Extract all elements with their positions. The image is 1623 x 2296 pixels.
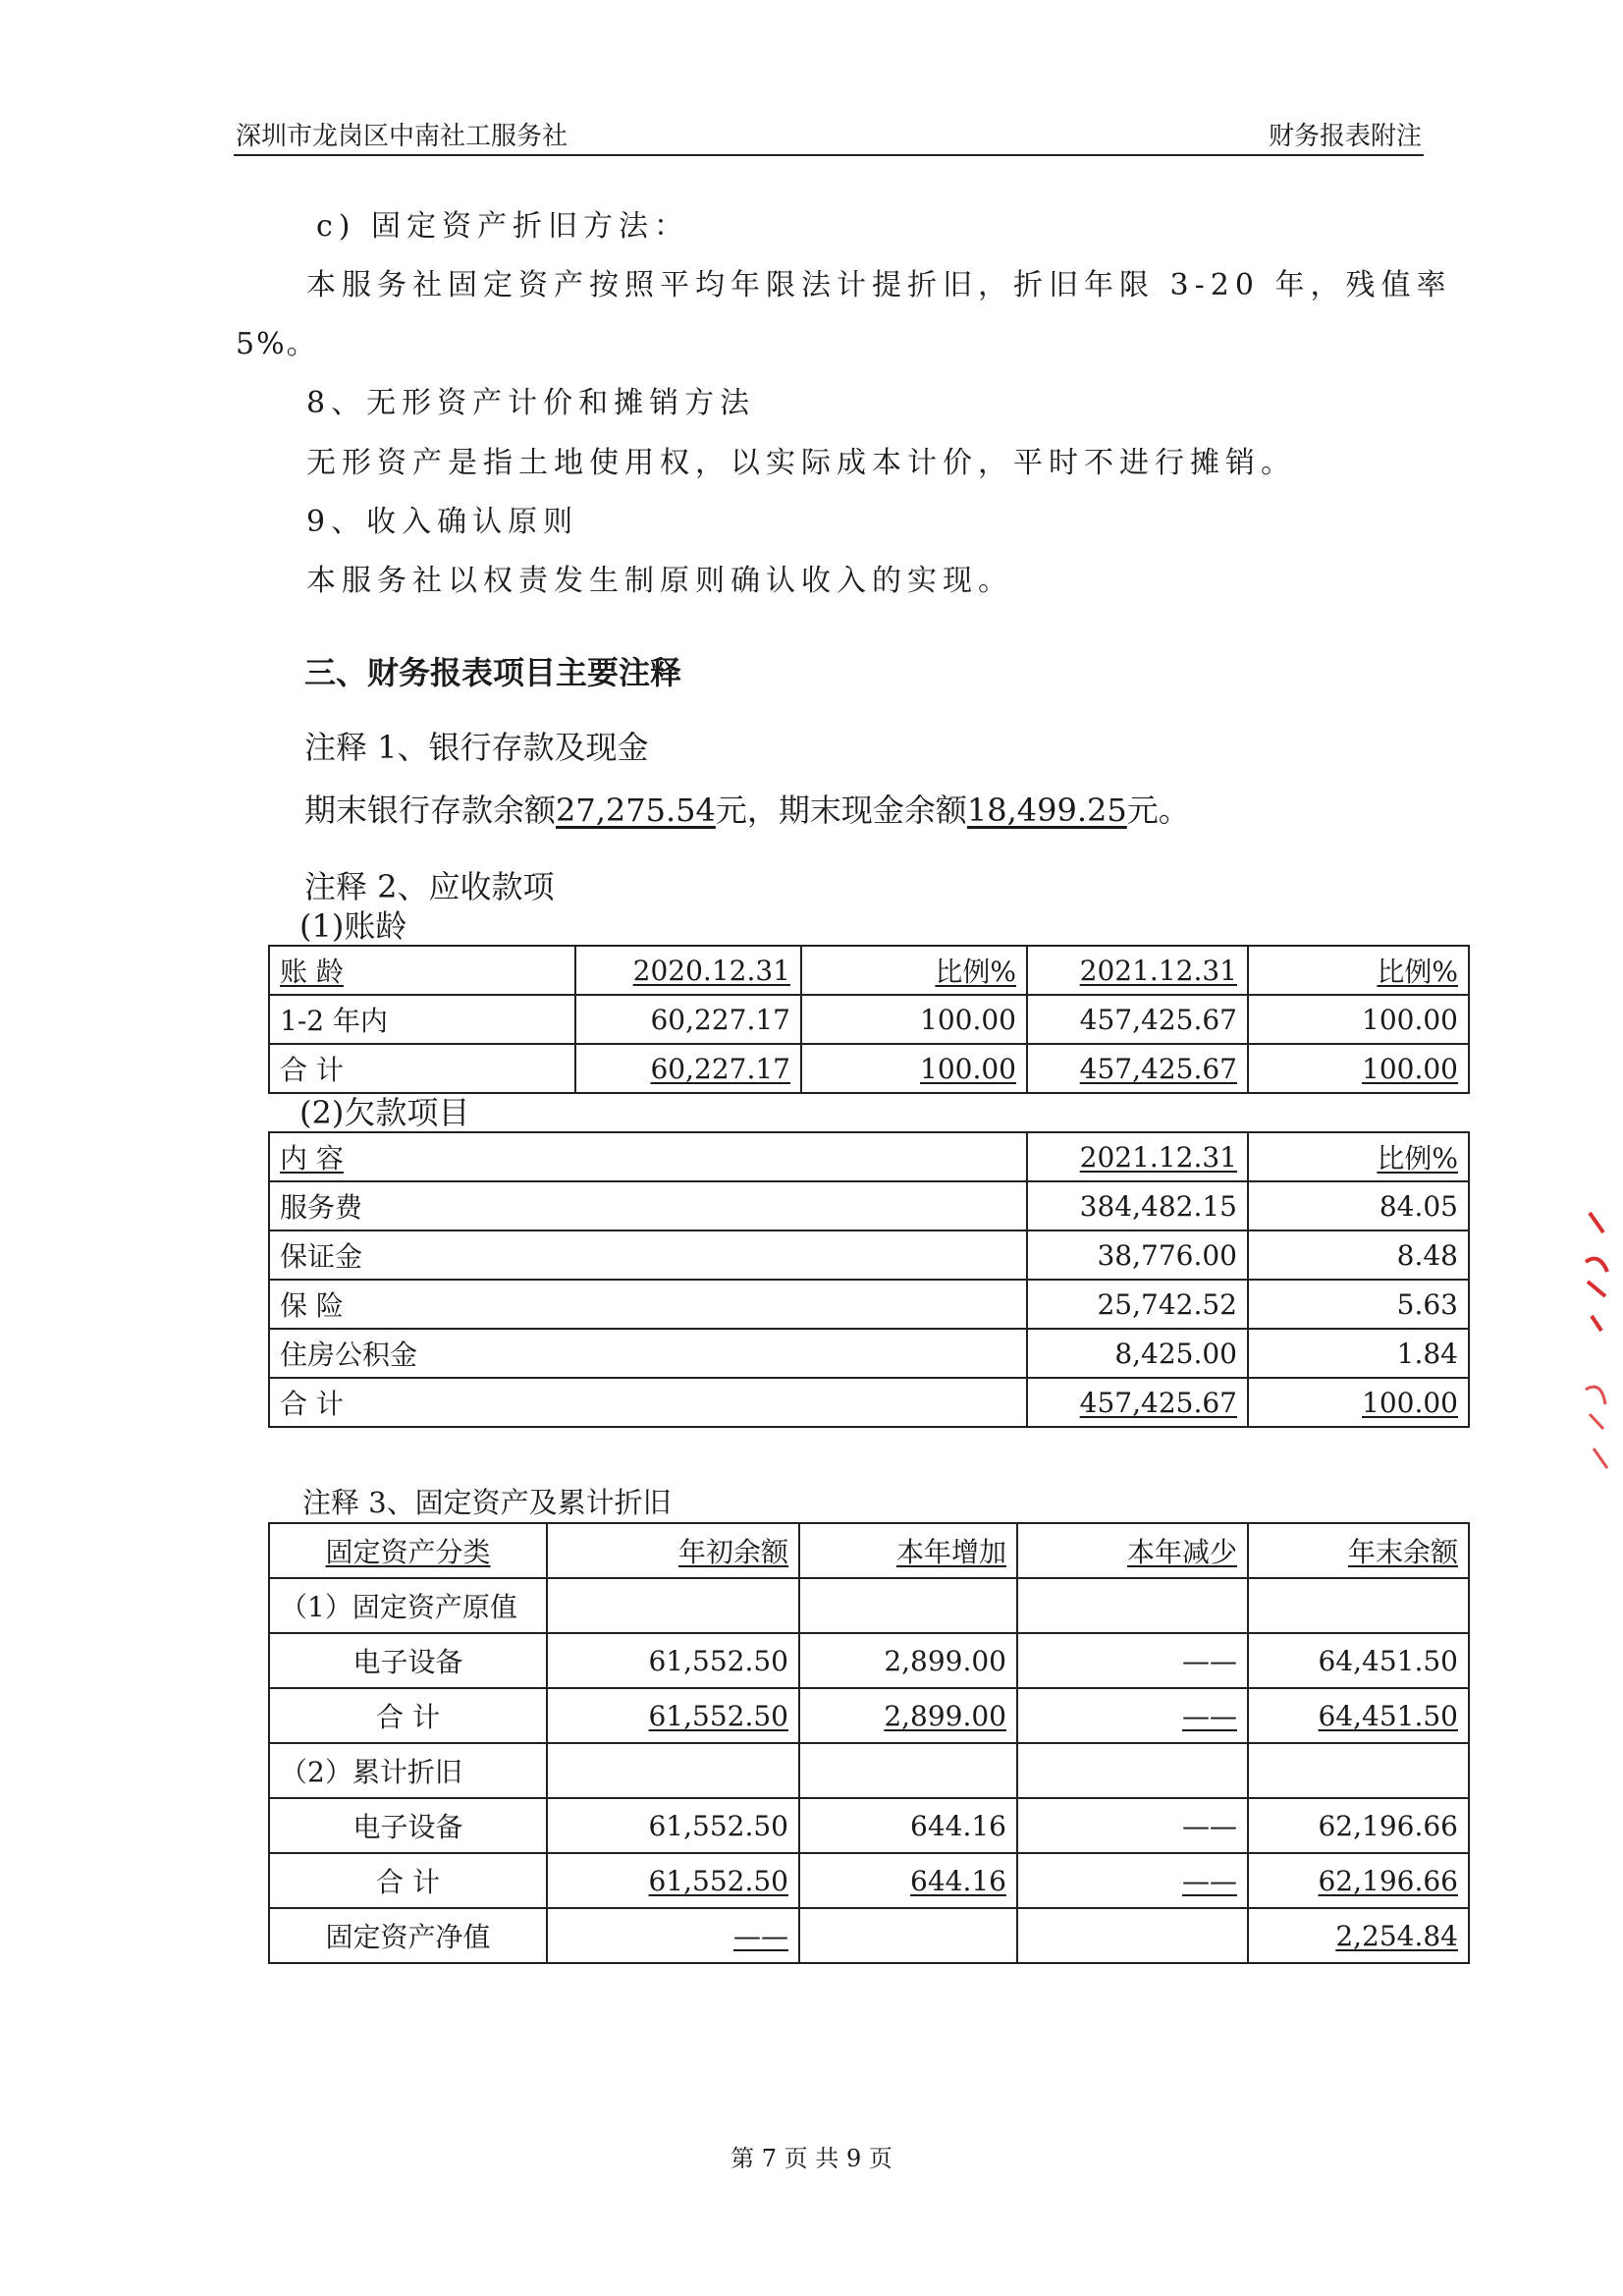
asset-cell: 64,451.50 bbox=[1248, 1633, 1469, 1688]
note-2-sub-aging: (1)账龄 bbox=[299, 907, 407, 945]
asset-cell bbox=[1017, 1578, 1248, 1633]
debt-header-cell: 内 容 bbox=[269, 1132, 1027, 1181]
asset-cell bbox=[799, 1578, 1017, 1633]
aging-cell: 60,227.17 bbox=[575, 1044, 801, 1093]
aging-cell: 60,227.17 bbox=[575, 995, 801, 1044]
aging-table bbox=[268, 945, 1470, 1094]
note-1-text bbox=[304, 786, 1190, 831]
debt-cell: 100.00 bbox=[1248, 1378, 1469, 1427]
asset-cell: 2,899.00 bbox=[799, 1688, 1017, 1743]
subsection-c-title: c) 固定资产折旧方法： bbox=[316, 209, 690, 244]
note-1-prefix: 期末银行存款余额 bbox=[304, 792, 557, 829]
asset-cell: 61,552.50 bbox=[547, 1688, 799, 1743]
table-row bbox=[269, 1688, 1469, 1743]
table-row bbox=[269, 995, 1469, 1044]
section-8-title: 8、无形资产计价和摊销方法 bbox=[306, 386, 756, 420]
asset-cell: 合 计 bbox=[269, 1853, 547, 1908]
debt-cell: 84.05 bbox=[1248, 1181, 1469, 1230]
asset-cell: （2）累计折旧 bbox=[269, 1743, 547, 1798]
asset-cell: —— bbox=[1017, 1798, 1248, 1853]
table-row bbox=[269, 1908, 1469, 1963]
asset-cell bbox=[1017, 1743, 1248, 1798]
table-row bbox=[269, 1743, 1469, 1798]
asset-cell: 644.16 bbox=[799, 1853, 1017, 1908]
asset-cell: 固定资产净值 bbox=[269, 1908, 547, 1963]
table-row bbox=[269, 1853, 1469, 1908]
asset-cell: —— bbox=[1017, 1688, 1248, 1743]
section-8-text: 无形资产是指土地使用权，以实际成本计价，平时不进行摊销。 bbox=[306, 446, 1296, 480]
debt-header-cell: 2021.12.31 bbox=[1027, 1132, 1248, 1181]
asset-cell bbox=[1248, 1578, 1469, 1633]
aging-cell: 1-2 年内 bbox=[269, 995, 575, 1044]
asset-header-cell: 年初余额 bbox=[547, 1523, 799, 1578]
asset-cell bbox=[547, 1578, 799, 1633]
aging-cell: 100.00 bbox=[801, 995, 1027, 1044]
debt-cell: 38,776.00 bbox=[1027, 1230, 1248, 1280]
debt-cell: 住房公积金 bbox=[269, 1329, 1027, 1378]
aging-header-cell: 账 龄 bbox=[269, 946, 575, 995]
debt-cell: 合 计 bbox=[269, 1378, 1027, 1427]
asset-cell bbox=[547, 1743, 799, 1798]
debt-cell: 384,482.15 bbox=[1027, 1181, 1248, 1230]
asset-cell bbox=[799, 1743, 1017, 1798]
aging-table-header bbox=[269, 946, 1469, 995]
debt-header-cell: 比例% bbox=[1248, 1132, 1469, 1181]
debt-cell: 8.48 bbox=[1248, 1230, 1469, 1280]
debt-cell: 25,742.52 bbox=[1027, 1280, 1248, 1329]
debt-table-header bbox=[269, 1132, 1469, 1181]
header-org-name: 深圳市龙岗区中南社工服务社 bbox=[236, 122, 568, 151]
asset-header-cell: 本年减少 bbox=[1017, 1523, 1248, 1578]
fixed-asset-table bbox=[268, 1522, 1470, 1964]
aging-cell: 100.00 bbox=[1248, 1044, 1469, 1093]
aging-cell: 457,425.67 bbox=[1027, 1044, 1248, 1093]
aging-cell: 100.00 bbox=[1248, 995, 1469, 1044]
asset-cell: （1）固定资产原值 bbox=[269, 1578, 547, 1633]
table-row bbox=[269, 1578, 1469, 1633]
debt-cell: 服务费 bbox=[269, 1181, 1027, 1230]
asset-header-cell: 年末余额 bbox=[1248, 1523, 1469, 1578]
asset-cell: 电子设备 bbox=[269, 1798, 547, 1853]
note-1-middle: 元，期末现金余额 bbox=[715, 792, 967, 829]
table-row bbox=[269, 1329, 1469, 1378]
note-3-title: 注释 3、固定资产及累计折旧 bbox=[302, 1486, 672, 1519]
asset-cell bbox=[1248, 1743, 1469, 1798]
section-9-text: 本服务社以权责发生制原则确认收入的实现。 bbox=[306, 564, 1013, 598]
aging-cell: 合 计 bbox=[269, 1044, 575, 1093]
debt-cell: 保证金 bbox=[269, 1230, 1027, 1280]
asset-cell: 2,254.84 bbox=[1248, 1908, 1469, 1963]
aging-cell: 100.00 bbox=[801, 1044, 1027, 1093]
asset-cell: 644.16 bbox=[799, 1798, 1017, 1853]
asset-header-cell: 固定资产分类 bbox=[269, 1523, 547, 1578]
asset-cell: 61,552.50 bbox=[547, 1798, 799, 1853]
asset-cell: —— bbox=[547, 1908, 799, 1963]
table-row bbox=[269, 1633, 1469, 1688]
asset-cell: 61,552.50 bbox=[547, 1633, 799, 1688]
debt-cell: 8,425.00 bbox=[1027, 1329, 1248, 1378]
asset-cell: —— bbox=[1017, 1853, 1248, 1908]
asset-cell bbox=[1017, 1908, 1248, 1963]
note-1-suffix: 元。 bbox=[1126, 792, 1190, 829]
debt-cell: 保 险 bbox=[269, 1280, 1027, 1329]
note-1-title: 注释 1、银行存款及现金 bbox=[304, 729, 649, 766]
asset-cell: 61,552.50 bbox=[547, 1853, 799, 1908]
page-number: 第 7 页 共 9 页 bbox=[730, 2145, 893, 2172]
table-row bbox=[269, 1044, 1469, 1093]
asset-cell: —— bbox=[1017, 1633, 1248, 1688]
table-row bbox=[269, 1280, 1469, 1329]
aging-header-cell: 比例% bbox=[1248, 946, 1469, 995]
header-rule bbox=[234, 154, 1424, 156]
header-doc-title: 财务报表附注 bbox=[1268, 122, 1422, 151]
asset-cell: 2,899.00 bbox=[799, 1633, 1017, 1688]
aging-header-cell: 2021.12.31 bbox=[1027, 946, 1248, 995]
aging-cell: 457,425.67 bbox=[1027, 995, 1248, 1044]
asset-table-header bbox=[269, 1523, 1469, 1578]
table-row bbox=[269, 1798, 1469, 1853]
debt-cell: 1.84 bbox=[1248, 1329, 1469, 1378]
subsection-c-text-line1: 本服务社固定资产按照平均年限法计提折旧，折旧年限 3-20 年，残值率 bbox=[306, 268, 1452, 302]
cash-balance-value: 18,499.25 bbox=[966, 792, 1127, 829]
table-row bbox=[269, 1230, 1469, 1280]
asset-cell: 62,196.66 bbox=[1248, 1798, 1469, 1853]
asset-cell: 合 计 bbox=[269, 1688, 547, 1743]
note-2-title: 注释 2、应收款项 bbox=[304, 868, 555, 905]
red-seal-edge-mark bbox=[1580, 1203, 1615, 1478]
aging-header-cell: 比例% bbox=[801, 946, 1027, 995]
subsection-c-text-line2: 5%。 bbox=[236, 327, 318, 361]
table-row bbox=[269, 1378, 1469, 1427]
asset-cell: 62,196.66 bbox=[1248, 1853, 1469, 1908]
debt-cell: 457,425.67 bbox=[1027, 1378, 1248, 1427]
note-2-sub-debt: (2)欠款项目 bbox=[299, 1094, 470, 1131]
table-row bbox=[269, 1181, 1469, 1230]
debt-cell: 5.63 bbox=[1248, 1280, 1469, 1329]
asset-cell: 64,451.50 bbox=[1248, 1688, 1469, 1743]
section-9-title: 9、收入确认原则 bbox=[306, 505, 579, 539]
asset-cell: 电子设备 bbox=[269, 1633, 547, 1688]
asset-cell bbox=[799, 1908, 1017, 1963]
debt-table bbox=[268, 1131, 1470, 1428]
asset-header-cell: 本年增加 bbox=[799, 1523, 1017, 1578]
aging-header-cell: 2020.12.31 bbox=[575, 946, 801, 995]
bank-balance-value: 27,275.54 bbox=[556, 792, 716, 829]
section-3-heading: 三、财务报表项目主要注释 bbox=[304, 654, 682, 691]
